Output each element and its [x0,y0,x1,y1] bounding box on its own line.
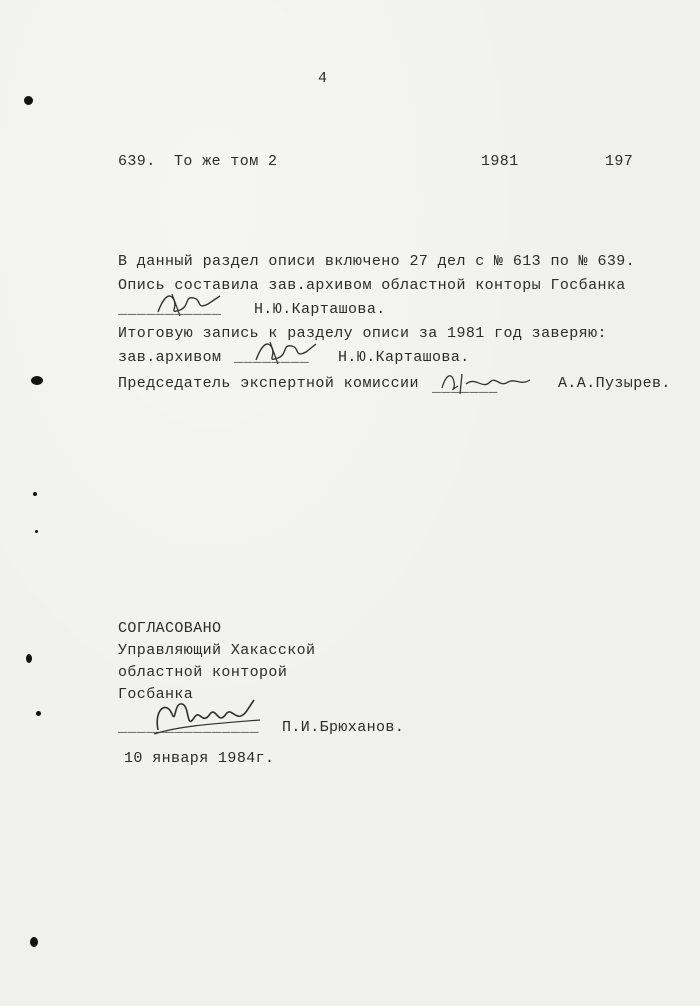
signature-underline-1: ___________ [118,301,222,318]
approval-heading: СОГЛАСОВАНО [118,620,222,637]
summary-line-5-prefix: зав.архивом [118,349,222,366]
approval-line-3: Госбанка [118,686,194,703]
signature-underline-4: _______________ [118,719,260,736]
summary-line-1: В данный раздел описи включено 27 дел с № 613 по № 639. [118,253,636,270]
signature-puzyrev [436,366,536,400]
signature-kartashova-1 [150,286,230,322]
punch-mark [24,96,33,105]
entry-title: То же том 2 [174,153,278,170]
summary-line-5-name: Н.Ю.Карташова. [338,349,470,366]
punch-mark [26,654,32,663]
approval-name: П.И.Брюханов. [282,719,405,736]
signature-underline-2: ________ [234,349,310,366]
summary-line-3: Н.Ю.Карташова. [254,301,386,318]
punch-mark [30,937,38,947]
summary-line-6-prefix: Председатель экспертной комиссии [118,375,419,392]
summary-line-2: Опись составила зав.архивом областной конторы Госбанка [118,277,626,294]
approval-date: 10 января 1984г. [124,750,275,767]
approval-line-1: Управляющий Хакасской [118,642,316,659]
entry-number: 639. [118,153,156,170]
punch-mark [33,492,37,496]
summary-line-6-name: А.А.Пузырев. [558,375,671,392]
entry-sheets: 197 [605,153,634,170]
summary-line-4: Итоговую запись к разделу описи за 1981 год заверяю: [118,325,607,342]
entry-year: 1981 [481,153,519,170]
signature-underline-3: _______ [432,379,498,396]
page-number: 4 [318,70,328,87]
approval-line-2: областной конторой [118,664,288,681]
punch-mark [36,711,41,716]
signature-kartashova-2 [250,334,320,370]
punch-mark [35,530,38,533]
punch-mark [31,376,43,385]
signature-bryukhanov [150,690,270,746]
